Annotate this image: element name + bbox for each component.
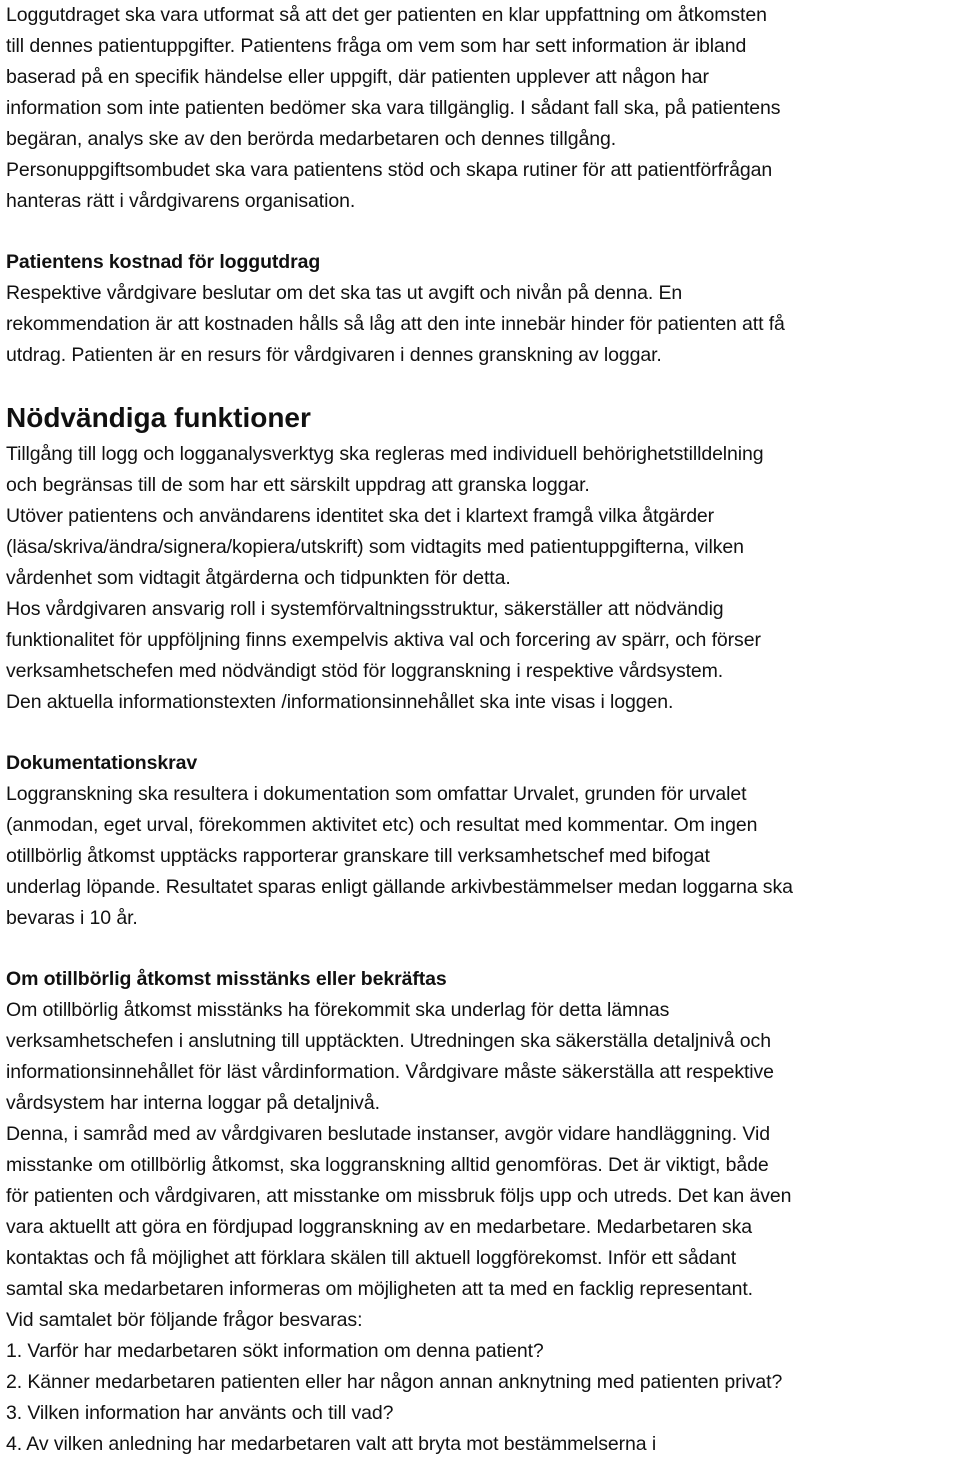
- cost-section: [6, 247, 956, 371]
- text-line: bevaras i 10 år.: [6, 907, 138, 929]
- documentation-section: [6, 748, 956, 934]
- text-line: Loggranskning ska resultera i dokumentation som omfattar Urvalet, grunden för urvalet: [6, 783, 747, 805]
- text-line: hanteras rätt i vårdgivarens organisation.: [6, 190, 356, 212]
- list-item: 3. Vilken information har använts och till vad?: [6, 1402, 394, 1424]
- text-line: samtal ska medarbetaren informeras om möjligheten att ta med en facklig representant.: [6, 1278, 753, 1300]
- documentation-section-heading: Dokumentationskrav: [6, 752, 198, 774]
- text-line: Respektive vårdgivare beslutar om det ska tas ut avgift och nivån på denna. En: [6, 282, 683, 304]
- text-line: Denna, i samråd med av vårdgivaren beslutade instanser, avgör vidare handläggning. Vid: [6, 1123, 770, 1145]
- text-line: vårdenhet som vidtagit åtgärderna och tidpunkten för detta.: [6, 567, 511, 589]
- text-line: Loggutdraget ska vara utformat så att det ger patienten en klar uppfattning om åtkomsten: [6, 4, 767, 26]
- cost-section-heading: Patientens kostnad för loggutdrag: [6, 251, 321, 273]
- text-line: verksamhetschefen med nödvändigt stöd för loggranskning i respektive vårdsystem.: [6, 660, 724, 682]
- text-line: information som inte patienten bedömer ska vara tillgänglig. I sådant fall ska, på patientens: [6, 97, 781, 119]
- text-line: informationsinnehållet för läst vårdinformation. Vårdgivare måste säkerställa att respektive: [6, 1061, 774, 1083]
- text-line: baserad på en specifik händelse eller uppgift, där patienten upplever att någon har: [6, 66, 709, 88]
- list-item: 4. Av vilken anledning har medarbetaren valt att bryta mot bestämmelserna i: [6, 1433, 657, 1455]
- text-line: för patienten och vårdgivaren, att misstanke om missbruk följs upp och utreds. Det kan även: [6, 1185, 792, 1207]
- text-line: utdrag. Patienten är en resurs för vårdgivaren i dennes granskning av loggar.: [6, 344, 662, 366]
- misuse-section-heading: Om otillbörlig åtkomst misstänks eller bekräftas: [6, 968, 447, 990]
- functions-section: [6, 398, 956, 718]
- text-line: begäran, analys ske av den berörda medarbetaren och dennes tillgång.: [6, 128, 617, 150]
- text-line: Den aktuella informationstexten /informationsinnehållet ska inte visas i loggen.: [6, 691, 674, 713]
- text-line: vårdsystem har interna loggar på detaljnivå.: [6, 1092, 380, 1114]
- question-list: [6, 1336, 956, 1460]
- text-line: Tillgång till logg och logganalysverktyg ska regleras med individuell behörighetstilldelning: [6, 443, 764, 465]
- document-page: [6, 0, 956, 1460]
- text-line: Vid samtalet bör följande frågor besvaras:: [6, 1309, 363, 1331]
- text-line: underlag löpande. Resultatet sparas enligt gällande arkivbestämmelser medan loggarna ska: [6, 876, 793, 898]
- text-line: (läsa/skriva/ändra/signera/kopiera/utskrift) som vidtagits med patientuppgifterna, vilken: [6, 536, 744, 558]
- text-line: misstanke om otillbörlig åtkomst, ska loggranskning alltid genomföras. Det är viktigt, både: [6, 1154, 769, 1176]
- text-line: Utöver patientens och användarens identitet ska det i klartext framgå vilka åtgärder: [6, 505, 715, 527]
- text-line: rekommendation är att kostnaden hålls så låg att den inte innebär hinder för patienten att få: [6, 313, 785, 335]
- text-line: verksamhetschefen i anslutning till upptäckten. Utredningen ska säkerställa detaljnivå och: [6, 1030, 771, 1052]
- list-item: 1. Varför har medarbetaren sökt information om denna patient?: [6, 1340, 544, 1362]
- text-line: och begränsas till de som har ett särskilt uppdrag att granska loggar.: [6, 474, 590, 496]
- list-item: 2. Känner medarbetaren patienten eller har någon annan anknytning med patienten privat?: [6, 1371, 783, 1393]
- text-line: Personuppgiftsombudet ska vara patientens stöd och skapa rutiner för att patientförfrågan: [6, 159, 773, 181]
- intro-paragraph: [6, 0, 956, 217]
- text-line: Om otillbörlig åtkomst misstänks ha förekommit ska underlag för detta lämnas: [6, 999, 670, 1021]
- functions-section-heading: Nödvändiga funktioner: [6, 402, 311, 433]
- text-line: Hos vårdgivaren ansvarig roll i systemförvaltningsstruktur, säkerställer att nödvändig: [6, 598, 724, 620]
- text-line: (anmodan, eget urval, förekommen aktivitet etc) och resultat med kommentar. Om ingen: [6, 814, 758, 836]
- text-line: kontaktas och få möjlighet att förklara skälen till aktuell loggförekomst. Inför ett sådant: [6, 1247, 737, 1269]
- misuse-section: [6, 964, 956, 1460]
- text-line: funktionalitet för uppföljning finns exempelvis aktiva val och forcering av spärr, och förser: [6, 629, 761, 651]
- text-line: otillbörlig åtkomst upptäcks rapporterar granskare till verksamhetschef med bifogat: [6, 845, 710, 867]
- text-line: vara aktuellt att göra en fördjupad loggranskning av en medarbetare. Medarbetaren ska: [6, 1216, 752, 1238]
- text-line: till dennes patientuppgifter. Patientens fråga om vem som har sett information är ibland: [6, 35, 747, 57]
